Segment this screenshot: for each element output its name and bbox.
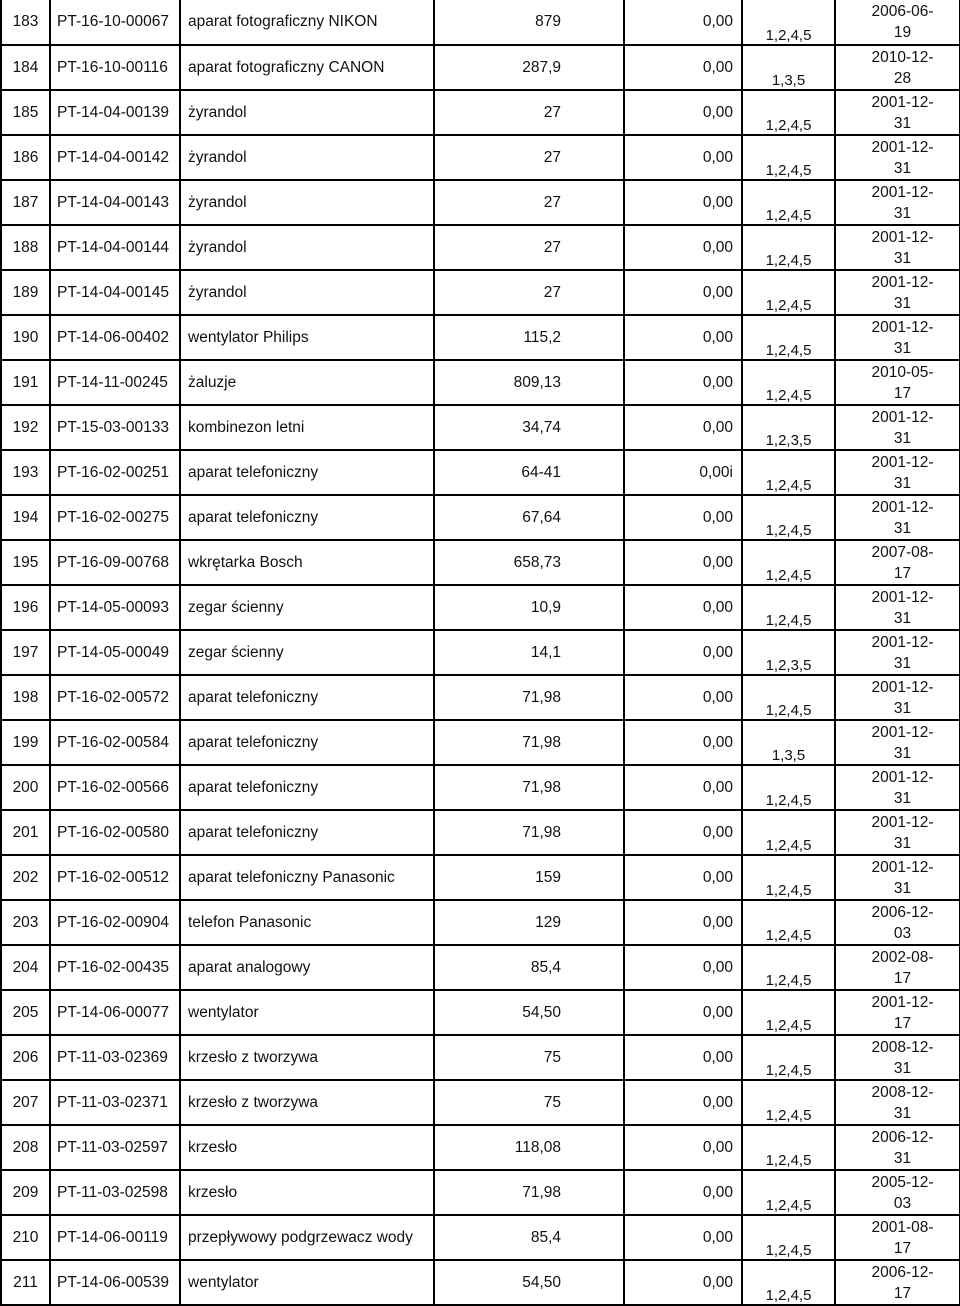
table-row: [1, 180, 960, 225]
date-year-month: 2001-12-: [871, 633, 934, 651]
category-codes-cell: 1,2,4,5: [742, 855, 835, 900]
date-day: 31: [893, 114, 912, 132]
table-row: [1, 990, 960, 1035]
date-year-month: 2001-12-: [871, 273, 934, 291]
category-codes-cell: 1,2,3,5: [742, 405, 835, 450]
date-cell: [835, 0, 960, 45]
table-row: [1, 405, 960, 450]
row-number-cell: 192: [1, 405, 50, 450]
date-cell: [835, 720, 960, 765]
item-name-cell: aparat telefoniczny: [180, 450, 434, 495]
item-value-cell: 27: [434, 90, 624, 135]
date-day: 31: [893, 249, 912, 267]
category-codes-cell: 1,2,4,5: [742, 765, 835, 810]
row-number-cell: 195: [1, 540, 50, 585]
item-value-cell: 879: [434, 0, 624, 45]
date-year-month: 2010-05-: [871, 363, 934, 381]
table-row: [1, 1170, 960, 1215]
depreciation-value-cell: 0,00: [624, 225, 742, 270]
table-row: [1, 540, 960, 585]
date-day: 28: [893, 69, 912, 87]
depreciation-value-cell: 0,00: [624, 0, 742, 45]
inventory-code-cell: PT-16-02-00566: [50, 765, 180, 810]
date-day: 03: [893, 1194, 912, 1212]
date-year-month: 2006-12-: [871, 1128, 934, 1146]
date-day: 31: [893, 879, 912, 897]
date-day: 31: [893, 294, 912, 312]
item-value-cell: 27: [434, 180, 624, 225]
date-year-month: 2006-12-: [871, 1263, 934, 1281]
depreciation-value-cell: 0,00: [624, 1260, 742, 1305]
table-row: [1, 1260, 960, 1305]
item-name-cell: przepływowy podgrzewacz wody: [180, 1215, 434, 1260]
date-year-month: 2001-12-: [871, 588, 934, 606]
date-day: 31: [893, 474, 912, 492]
inventory-code-cell: PT-14-04-00142: [50, 135, 180, 180]
date-year-month: 2001-12-: [871, 138, 934, 156]
date-cell: [835, 900, 960, 945]
table-row: [1, 360, 960, 405]
item-name-cell: aparat telefoniczny: [180, 720, 434, 765]
row-number-cell: 206: [1, 1035, 50, 1080]
category-codes-cell: 1,3,5: [742, 45, 835, 90]
row-number-cell: 190: [1, 315, 50, 360]
date-year-month: 2008-12-: [871, 1038, 934, 1056]
inventory-code-cell: PT-11-03-02369: [50, 1035, 180, 1080]
date-year-month: 2001-12-: [871, 183, 934, 201]
inventory-code-cell: PT-15-03-00133: [50, 405, 180, 450]
table-row: [1, 270, 960, 315]
item-name-cell: żaluzje: [180, 360, 434, 405]
table-row: [1, 585, 960, 630]
depreciation-value-cell: 0,00: [624, 900, 742, 945]
item-name-cell: żyrandol: [180, 270, 434, 315]
date-cell: [835, 1170, 960, 1215]
category-codes-cell: 1,2,4,5: [742, 180, 835, 225]
item-name-cell: aparat telefoniczny: [180, 810, 434, 855]
table-row: [1, 1035, 960, 1080]
row-number-cell: 207: [1, 1080, 50, 1125]
date-cell: [835, 945, 960, 990]
inventory-code-cell: PT-16-02-00251: [50, 450, 180, 495]
table-row: [1, 1080, 960, 1125]
date-day: 31: [893, 654, 912, 672]
date-cell: [835, 765, 960, 810]
date-day: 31: [893, 339, 912, 357]
date-day: 31: [893, 204, 912, 222]
depreciation-value-cell: 0,00: [624, 1125, 742, 1170]
row-number-cell: 208: [1, 1125, 50, 1170]
date-year-month: 2008-12-: [871, 1083, 934, 1101]
item-value-cell: 287,9: [434, 45, 624, 90]
date-day: 17: [893, 1014, 912, 1032]
row-number-cell: 189: [1, 270, 50, 315]
date-day: 31: [893, 699, 912, 717]
inventory-code-cell: PT-16-10-00116: [50, 45, 180, 90]
table-row: [1, 0, 960, 45]
category-codes-cell: 1,2,4,5: [742, 1170, 835, 1215]
row-number-cell: 209: [1, 1170, 50, 1215]
depreciation-value-cell: 0,00: [624, 990, 742, 1035]
depreciation-value-cell: 0,00: [624, 945, 742, 990]
item-name-cell: wentylator Philips: [180, 315, 434, 360]
row-number-cell: 210: [1, 1215, 50, 1260]
date-cell: [835, 135, 960, 180]
inventory-code-cell: PT-14-06-00539: [50, 1260, 180, 1305]
date-cell: [835, 585, 960, 630]
date-year-month: 2001-12-: [871, 318, 934, 336]
depreciation-value-cell: 0,00: [624, 135, 742, 180]
category-codes-cell: 1,2,4,5: [742, 540, 835, 585]
date-day: 31: [893, 519, 912, 537]
table-row: [1, 675, 960, 720]
category-codes-cell: 1,2,3,5: [742, 630, 835, 675]
date-day: 31: [893, 1149, 912, 1167]
category-codes-cell: 1,3,5: [742, 720, 835, 765]
table-row: [1, 90, 960, 135]
inventory-code-cell: PT-14-06-00077: [50, 990, 180, 1035]
row-number-cell: 204: [1, 945, 50, 990]
category-codes-cell: 1,2,4,5: [742, 1080, 835, 1125]
date-day: 31: [893, 429, 912, 447]
row-number-cell: 211: [1, 1260, 50, 1305]
inventory-code-cell: PT-14-05-00049: [50, 630, 180, 675]
item-name-cell: wentylator: [180, 1260, 434, 1305]
item-value-cell: 14,1: [434, 630, 624, 675]
item-value-cell: 118,08: [434, 1125, 624, 1170]
depreciation-value-cell: 0,00: [624, 1215, 742, 1260]
date-day: 19: [893, 24, 912, 41]
item-value-cell: 129: [434, 900, 624, 945]
depreciation-value-cell: 0,00: [624, 270, 742, 315]
date-cell: [835, 315, 960, 360]
depreciation-value-cell: 0,00: [624, 360, 742, 405]
date-cell: [835, 90, 960, 135]
date-year-month: 2001-12-: [871, 993, 934, 1011]
date-year-month: 2001-12-: [871, 228, 934, 246]
category-codes-cell: 1,2,4,5: [742, 585, 835, 630]
depreciation-value-cell: 0,00i: [624, 450, 742, 495]
table-row: [1, 630, 960, 675]
item-value-cell: 34,74: [434, 405, 624, 450]
table-row: [1, 450, 960, 495]
category-codes-cell: 1,2,4,5: [742, 900, 835, 945]
item-name-cell: aparat telefoniczny: [180, 765, 434, 810]
inventory-code-cell: PT-16-02-00572: [50, 675, 180, 720]
item-value-cell: 85,4: [434, 1215, 624, 1260]
item-value-cell: 71,98: [434, 720, 624, 765]
item-value-cell: 54,50: [434, 990, 624, 1035]
row-number-cell: 193: [1, 450, 50, 495]
item-name-cell: aparat fotograficzny CANON: [180, 45, 434, 90]
inventory-code-cell: PT-14-06-00119: [50, 1215, 180, 1260]
date-day: 31: [893, 609, 912, 627]
depreciation-value-cell: 0,00: [624, 1035, 742, 1080]
category-codes-cell: 1,2,4,5: [742, 945, 835, 990]
date-day: 17: [893, 384, 912, 402]
date-year-month: 2005-12-: [871, 1173, 934, 1191]
date-day: 03: [893, 924, 912, 942]
inventory-code-cell: PT-14-04-00143: [50, 180, 180, 225]
date-year-month: 2001-12-: [871, 93, 934, 111]
inventory-code-cell: PT-14-06-00402: [50, 315, 180, 360]
inventory-code-cell: PT-16-09-00768: [50, 540, 180, 585]
item-value-cell: 809,13: [434, 360, 624, 405]
row-number-cell: 188: [1, 225, 50, 270]
depreciation-value-cell: 0,00: [624, 1170, 742, 1215]
inventory-code-cell: PT-11-03-02598: [50, 1170, 180, 1215]
row-number-cell: 191: [1, 360, 50, 405]
date-cell: [835, 225, 960, 270]
depreciation-value-cell: 0,00: [624, 540, 742, 585]
item-value-cell: 27: [434, 225, 624, 270]
table-row: [1, 45, 960, 90]
item-name-cell: krzesło z tworzywa: [180, 1035, 434, 1080]
table-row: [1, 315, 960, 360]
date-cell: [835, 810, 960, 855]
date-cell: [835, 1035, 960, 1080]
date-day: 31: [893, 834, 912, 852]
table-row: [1, 855, 960, 900]
table-row: [1, 1215, 960, 1260]
date-year-month: 2010-12-: [871, 48, 934, 66]
category-codes-cell: 1,2,4,5: [742, 675, 835, 720]
date-cell: [835, 1260, 960, 1305]
item-value-cell: 115,2: [434, 315, 624, 360]
date-cell: [835, 495, 960, 540]
date-day: 17: [893, 969, 912, 987]
category-codes-cell: 1,2,4,5: [742, 225, 835, 270]
row-number-cell: 186: [1, 135, 50, 180]
table-row: [1, 1125, 960, 1170]
category-codes-cell: 1,2,4,5: [742, 1215, 835, 1260]
item-value-cell: 67,64: [434, 495, 624, 540]
item-name-cell: żyrandol: [180, 225, 434, 270]
category-codes-cell: 1,2,4,5: [742, 90, 835, 135]
item-value-cell: 159: [434, 855, 624, 900]
date-year-month: 2001-12-: [871, 813, 934, 831]
inventory-table-body: [1, 0, 960, 1305]
item-value-cell: 10,9: [434, 585, 624, 630]
category-codes-cell: 1,2,4,5: [742, 360, 835, 405]
date-year-month: 2001-12-: [871, 723, 934, 741]
date-day: 31: [893, 1059, 912, 1077]
item-name-cell: krzesło z tworzywa: [180, 1080, 434, 1125]
depreciation-value-cell: 0,00: [624, 810, 742, 855]
inventory-code-cell: PT-16-02-00435: [50, 945, 180, 990]
item-name-cell: wentylator: [180, 990, 434, 1035]
category-codes-cell: 1,2,4,5: [742, 315, 835, 360]
date-day: 31: [893, 789, 912, 807]
depreciation-value-cell: 0,00: [624, 720, 742, 765]
inventory-code-cell: PT-16-02-00512: [50, 855, 180, 900]
category-codes-cell: 1,2,4,5: [742, 450, 835, 495]
item-name-cell: telefon Panasonic: [180, 900, 434, 945]
depreciation-value-cell: 0,00: [624, 495, 742, 540]
inventory-code-cell: PT-11-03-02597: [50, 1125, 180, 1170]
inventory-code-cell: PT-14-11-00245: [50, 360, 180, 405]
date-year-month: 2006-06-: [871, 3, 934, 20]
item-value-cell: 85,4: [434, 945, 624, 990]
category-codes-cell: 1,2,4,5: [742, 1125, 835, 1170]
depreciation-value-cell: 0,00: [624, 585, 742, 630]
date-cell: [835, 360, 960, 405]
date-day: 31: [893, 1104, 912, 1122]
category-codes-cell: 1,2,4,5: [742, 990, 835, 1035]
depreciation-value-cell: 0,00: [624, 630, 742, 675]
depreciation-value-cell: 0,00: [624, 1080, 742, 1125]
category-codes-cell: 1,2,4,5: [742, 810, 835, 855]
depreciation-value-cell: 0,00: [624, 180, 742, 225]
item-value-cell: 71,98: [434, 810, 624, 855]
date-year-month: 2001-12-: [871, 768, 934, 786]
date-year-month: 2001-12-: [871, 498, 934, 516]
row-number-cell: 199: [1, 720, 50, 765]
item-name-cell: krzesło: [180, 1125, 434, 1170]
inventory-code-cell: PT-14-04-00145: [50, 270, 180, 315]
item-value-cell: 54,50: [434, 1260, 624, 1305]
depreciation-value-cell: 0,00: [624, 45, 742, 90]
item-name-cell: żyrandol: [180, 180, 434, 225]
table-row: [1, 720, 960, 765]
date-day: 17: [893, 1284, 912, 1302]
item-value-cell: 27: [434, 270, 624, 315]
item-name-cell: aparat telefoniczny: [180, 675, 434, 720]
inventory-code-cell: PT-14-04-00144: [50, 225, 180, 270]
date-year-month: 2001-12-: [871, 858, 934, 876]
inventory-code-cell: PT-16-02-00904: [50, 900, 180, 945]
item-name-cell: aparat fotograficzny NIKON: [180, 0, 434, 45]
item-name-cell: aparat analogowy: [180, 945, 434, 990]
item-name-cell: żyrandol: [180, 135, 434, 180]
depreciation-value-cell: 0,00: [624, 765, 742, 810]
table-row: [1, 810, 960, 855]
inventory-code-cell: PT-11-03-02371: [50, 1080, 180, 1125]
depreciation-value-cell: 0,00: [624, 675, 742, 720]
date-year-month: 2001-12-: [871, 678, 934, 696]
item-name-cell: zegar ścienny: [180, 630, 434, 675]
table-row: [1, 495, 960, 540]
inventory-code-cell: PT-14-05-00093: [50, 585, 180, 630]
table-row: [1, 765, 960, 810]
inventory-code-cell: PT-16-10-00067: [50, 0, 180, 45]
depreciation-value-cell: 0,00: [624, 315, 742, 360]
date-year-month: 2006-12-: [871, 903, 934, 921]
row-number-cell: 194: [1, 495, 50, 540]
inventory-code-cell: PT-14-04-00139: [50, 90, 180, 135]
depreciation-value-cell: 0,00: [624, 855, 742, 900]
row-number-cell: 184: [1, 45, 50, 90]
date-cell: [835, 990, 960, 1035]
item-value-cell: 27: [434, 135, 624, 180]
row-number-cell: 187: [1, 180, 50, 225]
date-cell: [835, 1215, 960, 1260]
date-cell: [835, 180, 960, 225]
category-codes-cell: 1,2,4,5: [742, 0, 835, 45]
item-name-cell: żyrandol: [180, 90, 434, 135]
date-cell: [835, 270, 960, 315]
table-row: [1, 225, 960, 270]
date-cell: [835, 45, 960, 90]
item-name-cell: zegar ścienny: [180, 585, 434, 630]
row-number-cell: 202: [1, 855, 50, 900]
date-year-month: 2002-08-: [871, 948, 934, 966]
date-day: 31: [893, 159, 912, 177]
date-year-month: 2001-12-: [871, 408, 934, 426]
date-day: 17: [893, 564, 912, 582]
date-day: 31: [893, 744, 912, 762]
item-value-cell: 658,73: [434, 540, 624, 585]
item-value-cell: 64-41: [434, 450, 624, 495]
row-number-cell: 185: [1, 90, 50, 135]
date-cell: [835, 1080, 960, 1125]
date-day: 17: [893, 1239, 912, 1257]
category-codes-cell: 1,2,4,5: [742, 1260, 835, 1305]
row-number-cell: 203: [1, 900, 50, 945]
row-number-cell: 201: [1, 810, 50, 855]
category-codes-cell: 1,2,4,5: [742, 495, 835, 540]
depreciation-value-cell: 0,00: [624, 90, 742, 135]
item-name-cell: kombinezon letni: [180, 405, 434, 450]
table-row: [1, 945, 960, 990]
date-cell: [835, 855, 960, 900]
date-cell: [835, 675, 960, 720]
date-cell: [835, 630, 960, 675]
date-year-month: 2001-12-: [871, 453, 934, 471]
row-number-cell: 198: [1, 675, 50, 720]
item-value-cell: 75: [434, 1035, 624, 1080]
item-value-cell: 71,98: [434, 1170, 624, 1215]
item-value-cell: 75: [434, 1080, 624, 1125]
row-number-cell: 205: [1, 990, 50, 1035]
row-number-cell: 200: [1, 765, 50, 810]
date-year-month: 2001-08-: [871, 1218, 934, 1236]
date-cell: [835, 540, 960, 585]
category-codes-cell: 1,2,4,5: [742, 1035, 835, 1080]
item-name-cell: wkrętarka Bosch: [180, 540, 434, 585]
category-codes-cell: 1,2,4,5: [742, 135, 835, 180]
date-cell: [835, 405, 960, 450]
table-row: [1, 135, 960, 180]
item-name-cell: aparat telefoniczny: [180, 495, 434, 540]
row-number-cell: 183: [1, 0, 50, 45]
date-cell: [835, 1125, 960, 1170]
item-name-cell: krzesło: [180, 1170, 434, 1215]
row-number-cell: 196: [1, 585, 50, 630]
item-value-cell: 71,98: [434, 765, 624, 810]
inventory-code-cell: PT-16-02-00580: [50, 810, 180, 855]
date-cell: [835, 450, 960, 495]
inventory-code-cell: PT-16-02-00584: [50, 720, 180, 765]
item-value-cell: 71,98: [434, 675, 624, 720]
inventory-code-cell: PT-16-02-00275: [50, 495, 180, 540]
item-name-cell: aparat telefoniczny Panasonic: [180, 855, 434, 900]
depreciation-value-cell: 0,00: [624, 405, 742, 450]
row-number-cell: 197: [1, 630, 50, 675]
date-year-month: 2007-08-: [871, 543, 934, 561]
table-row: [1, 900, 960, 945]
category-codes-cell: 1,2,4,5: [742, 270, 835, 315]
